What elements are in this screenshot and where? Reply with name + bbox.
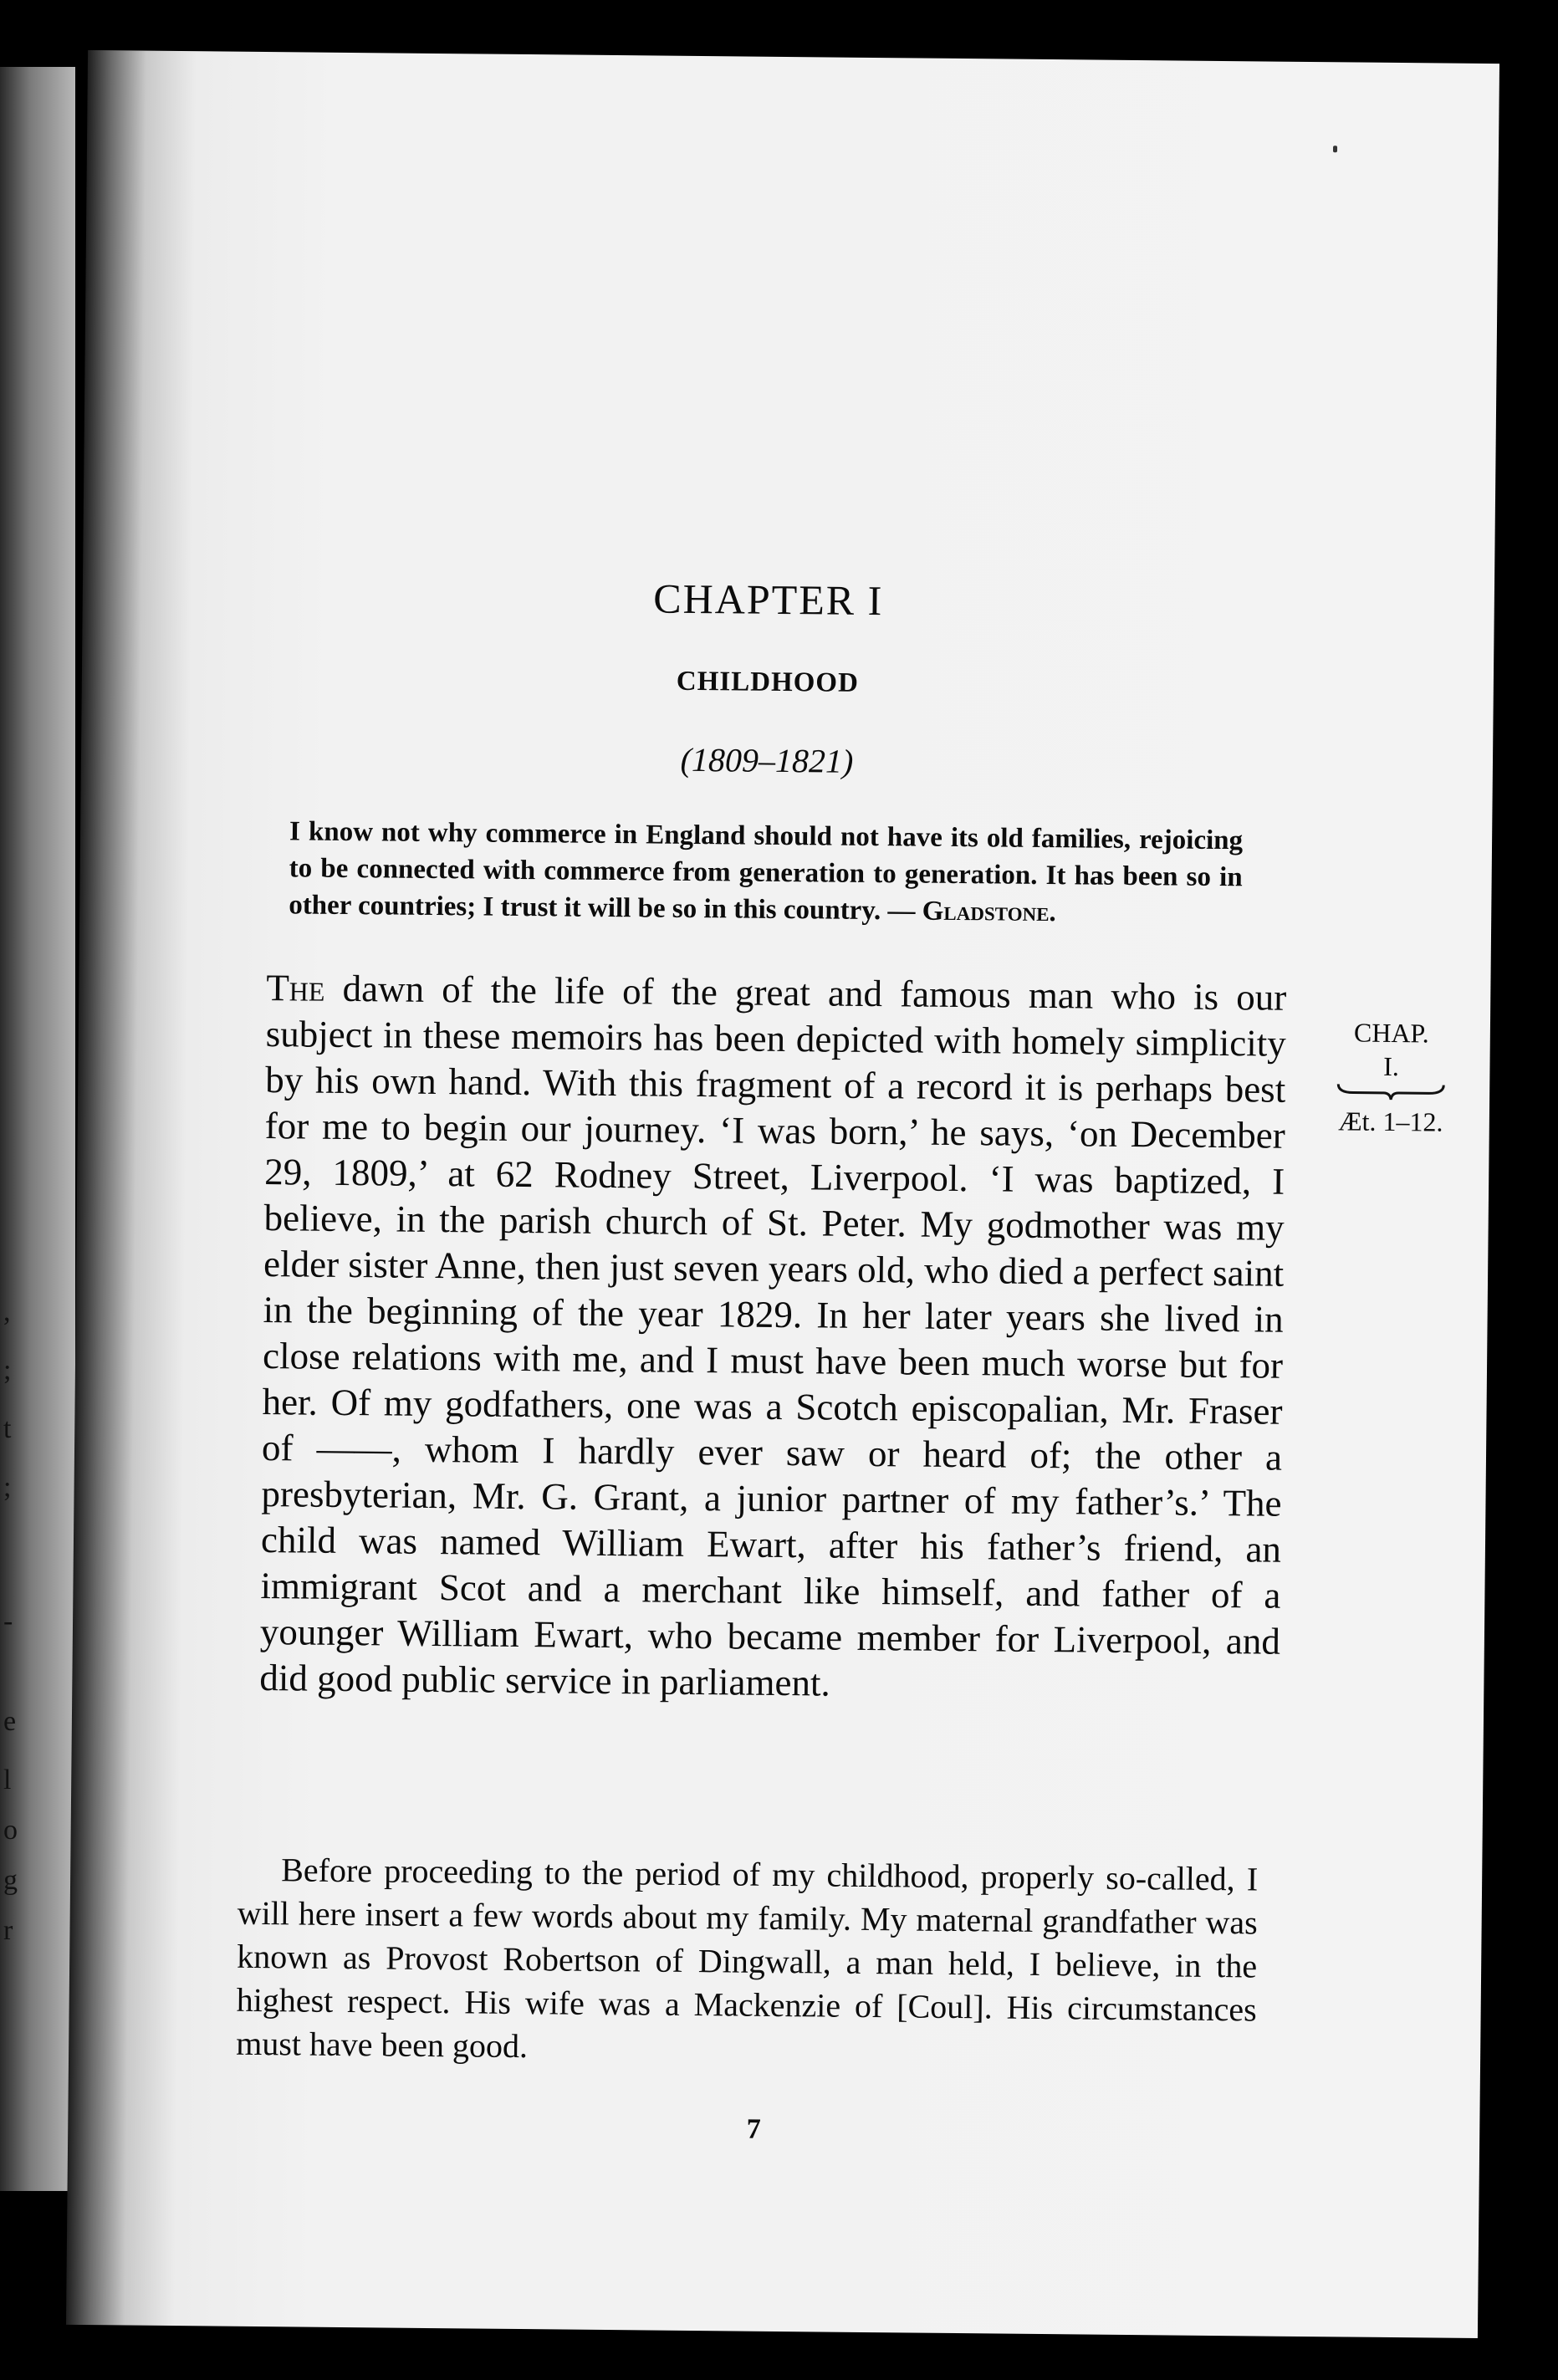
page-number: 7	[746, 2113, 761, 2145]
paragraph-lead-word: The	[266, 967, 325, 1009]
facing-page-fragment: o	[3, 1815, 18, 1846]
facing-page-fragment: t	[3, 1413, 12, 1444]
book-page	[66, 50, 1499, 2338]
epigraph-text: I know not why commerce in England should not have its old families, rejoicing to be connected with commerce from generation to generation. It has been so in other countries; I trust it will be so in this country. —	[289, 816, 1244, 927]
facing-page-fragment: ,	[3, 1296, 11, 1327]
chapter-subtitle: CHILDHOOD	[676, 666, 860, 698]
facing-page-fragment: ;	[3, 1355, 12, 1386]
facing-page-fragment: r	[3, 1915, 13, 1946]
page-speck	[1333, 146, 1337, 152]
paragraph-text: dawn of the life of the great and famous man who is our subject in these memoirs has been depicted with homely simplicity by his own hand. With this fragment of a record it is perhaps best for me to begin our journey. ‘I was born,’ he says, ‘on December 29, 1809,’ at 62 Rodney Street, Liverpool. ‘I was baptized, I believe, in the parish church of St. Peter. My godmother was my elder sister Anne, then just seven years old, who died a perfect saint in the beginning of the year 1829. In her later years she lived in close relations with me, and I must have been much worse but for her. Of my godfathers, one was a Scotch episcopalian, Mr. Fraser of ——, whom I hardly ever saw or heard of; the other a presbyterian, Mr. G. Grant, a junior partner of my father’s.’ The child was named William Ewart, after his father’s friend, an immigrant Scot and a merchant like himself, and father of a younger William Ewart, who became member for Liverpool, and did good public service in parliament.	[259, 967, 1287, 1704]
epigraph	[289, 813, 1243, 932]
marginal-chap-number: I.	[1383, 1050, 1400, 1082]
facing-page-edge	[0, 67, 75, 2191]
facing-page-fragment: ;	[3, 1472, 12, 1503]
epigraph-author: Gladstone.	[922, 896, 1056, 928]
page-content	[208, 52, 1443, 2337]
marginal-note	[1315, 1015, 1467, 1139]
chapter-dates: (1809–1821)	[680, 740, 854, 780]
body-paragraph-1	[259, 965, 1286, 1711]
facing-page-fragment: -	[3, 1606, 13, 1637]
marginal-chap-label: CHAP.	[1353, 1017, 1429, 1049]
brace-icon	[1336, 1082, 1445, 1101]
facing-page-fragment: e	[3, 1706, 17, 1737]
body-paragraph-2: Before proceeding to the period of my childhood, properly so-called, I will here insert a few words about my family. My maternal grandfather was known as Provost Robertson of Dingwall, a man held, I believe, in the highest respect. His wife was a Mackenzie of [Coul]. His circumstances must have been good.	[236, 1851, 1259, 2066]
facing-page-fragment: l	[3, 1765, 12, 1795]
chapter-title: CHAPTER I	[653, 575, 884, 625]
marginal-age: Æt. 1–12.	[1338, 1106, 1443, 1137]
facing-page-fragment: g	[3, 1865, 18, 1896]
